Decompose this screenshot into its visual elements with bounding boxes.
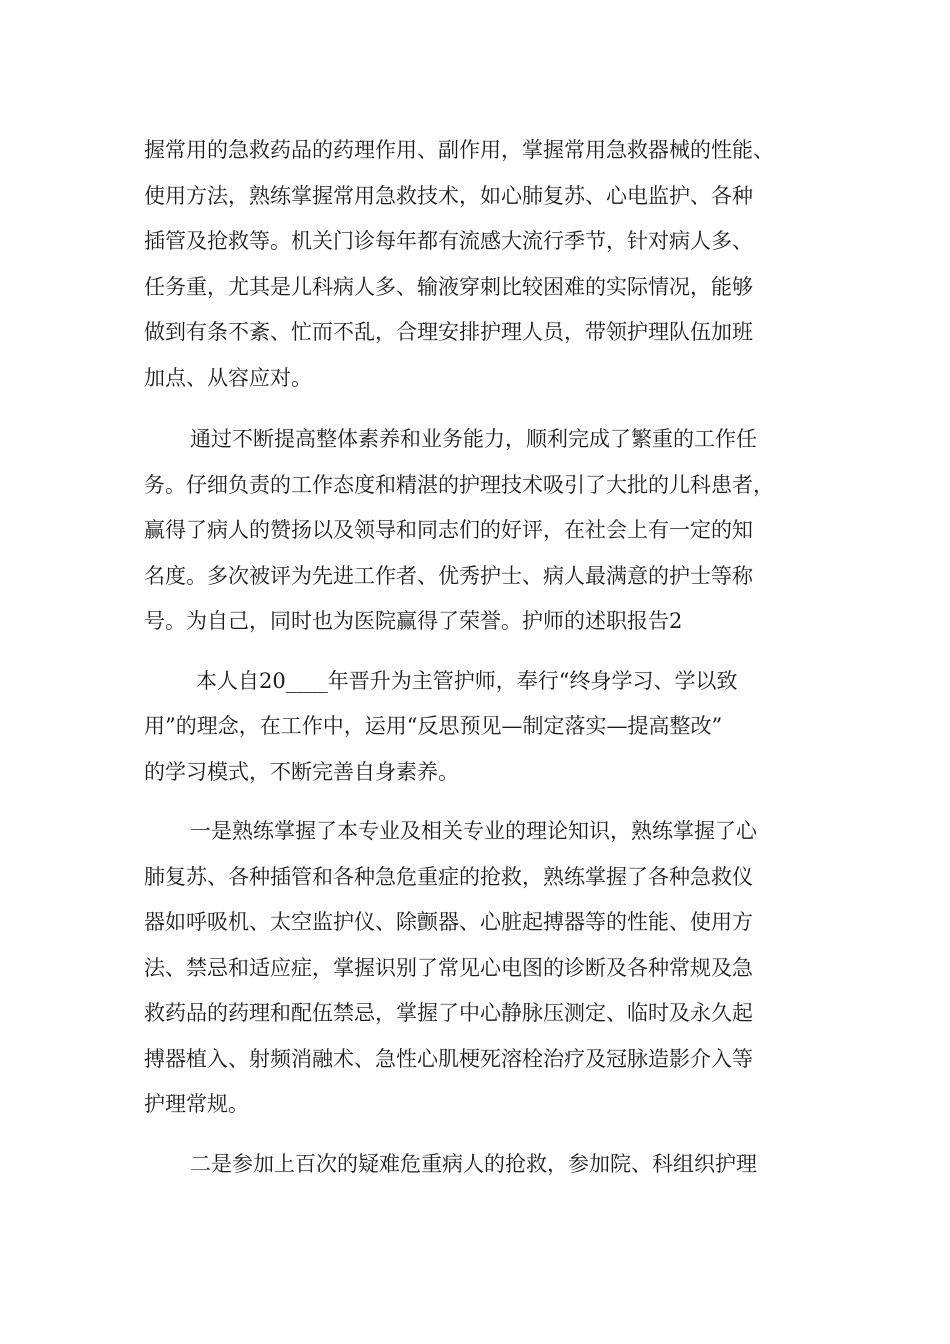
- paragraph-line: 务。仔细负责的工作态度和精湛的护理技术吸引了大批的儿科患者，: [144, 472, 774, 497]
- paragraph-line: 握常用的急救药品的药理作用、副作用，掌握常用急救器械的性能、: [144, 138, 774, 162]
- paragraph-line: 救药品的药理和配伍禁忌，掌握了中心静脉压测定、临时及永久起: [144, 1001, 753, 1025]
- paragraph-line: 做到有条不紊、忙而不乱，合理安排护理人员，带领护理队伍加班: [144, 320, 753, 344]
- document-body: [144, 128, 824, 1187]
- paragraph-line: 赢得了病人的赞扬以及领导和同志们的好评，在社会上有一定的知: [144, 518, 753, 542]
- paragraph-line: 通过不断提高整体素养和业务能力，顺利完成了繁重的工作任: [190, 427, 757, 451]
- paragraph-line: 器如呼吸机、太空监护仪、除颤器、心脏起搏器等的性能、使用方: [144, 910, 753, 934]
- paragraph-2: [144, 417, 824, 645]
- paragraph-line: 加点、从容应对。: [144, 365, 312, 390]
- paragraph-line: 名度。多次被评为先进工作者、优秀护士、病人最满意的护士等称: [144, 563, 753, 588]
- paragraph-line: 的学习模式，不断完善自身素养。: [144, 759, 459, 784]
- paragraph-line: 插管及抢救等。机关门诊每年都有流感大流行季节，针对病人多、: [144, 229, 753, 253]
- paragraph-line: 二是参加上百次的疑难危重病人的抢救，参加院、科组织护理: [190, 1151, 757, 1176]
- paragraph-4: [144, 809, 824, 1128]
- paragraph-3: [144, 659, 824, 796]
- paragraph-line: 一是熟练掌握了本专业及相关专业的理论知识，熟练掌握了心: [190, 819, 757, 843]
- paragraph-line: 搏器植入、射频消融术、急性心肌梗死溶栓治疗及冠脉造影介入等: [144, 1046, 753, 1071]
- paragraph-line: 法、禁忌和适应症，掌握识别了常见心电图的诊断及各种常规及急: [144, 955, 753, 980]
- paragraph-line: 护理常规。: [144, 1092, 249, 1116]
- paragraph-line: 本人自20____年晋升为主管护师，奉行“终身学习、学以致: [196, 668, 738, 693]
- paragraph-line: 肺复苏、各种插管和各种急危重症的抢救，熟练掌握了各种急救仪: [144, 864, 753, 889]
- paragraph-line: 号。为自己，同时也为医院赢得了荣誉。护师的述职报告2: [144, 609, 683, 633]
- paragraph-1: [144, 128, 824, 401]
- paragraph-line: 用”的理念，在工作中，运用“反思预见—制定落实—提高整改”: [144, 714, 723, 738]
- paragraph-line: 使用方法，熟练掌握常用急救技术，如心肺复苏、心电监护、各种: [144, 183, 753, 208]
- paragraph-line: 任务重，尤其是儿科病人多、输液穿刺比较困难的实际情况，能够: [144, 274, 753, 299]
- paragraph-5: [144, 1142, 824, 1188]
